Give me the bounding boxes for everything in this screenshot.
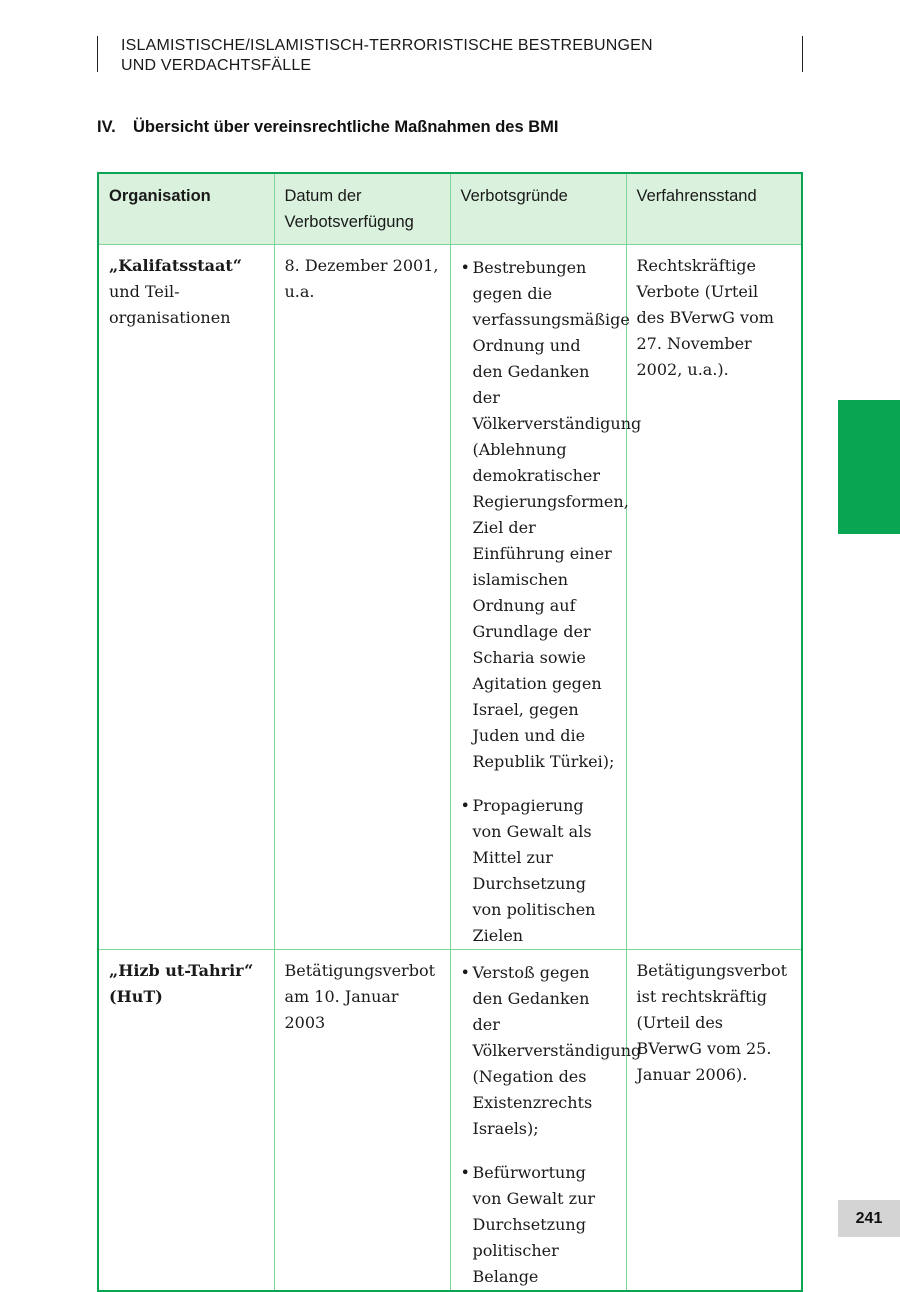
cell-reasons	[450, 949, 642, 1291]
cell-status: Betätigungsverbot ist rechtskräftig (Urteil des BVerwG vom 25. Januar 2006).	[626, 949, 802, 1291]
cell-reasons	[450, 244, 642, 949]
reason-item: • Bestrebungen gegen die verfassungsmäßige Ordnung und den Gedanken der Völkerverständigung (Ablehnung demokratischer Regierungsformen, Ziel der Einführung einer islamischen Ordnung auf Grundlage der Scharia sowie Agitation gegen Israel, gegen Juden und die Republik Türkei);	[461, 255, 616, 775]
cell-organisation	[98, 244, 274, 949]
section-number: IV.	[97, 118, 116, 136]
reasons-list	[461, 255, 642, 949]
reason-item: • Verstoß gegen den Gedanken der Völkerverständigung (Negation des Existenzrechts Israels);	[461, 960, 616, 1142]
reason-item: • Befürwortung von Gewalt zur Durchsetzung politischer Belange	[461, 1160, 616, 1290]
running-header-line-1: ISLAMISTISCHE/ISLAMISTISCH-TERRORISTISCHE BESTREBUNGEN	[121, 37, 653, 54]
measures-table	[97, 172, 803, 1292]
running-header	[97, 36, 803, 72]
running-header-line-2: UND VERDACHTSFÄLLE	[121, 57, 312, 74]
table-row	[98, 949, 802, 1291]
chapter-tab-marker	[838, 400, 900, 534]
cell-organisation	[98, 949, 274, 1291]
page-number: 241	[838, 1200, 900, 1237]
cell-date: Betätigungsverbot am 10. Januar 2003	[274, 949, 450, 1291]
cell-date: 8. Dezember 2001, u.a.	[274, 244, 450, 949]
organisation-name: „Hizb ut-Tahrir“ (HuT)	[109, 960, 254, 1006]
reason-item: • Propagierung von Gewalt als Mittel zur Durchsetzung von politischen Zielen	[461, 793, 616, 949]
organisation-name: „Kalifatsstaat“	[109, 255, 243, 275]
section-heading	[97, 118, 558, 137]
cell-status: Rechtskräftige Verbote (Urteil des BVerwG vom 27. November 2002, u.a.).	[626, 244, 802, 949]
column-header-verfahrensstand: Verfahrensstand	[626, 173, 802, 244]
table-header-row	[98, 173, 802, 244]
column-header-verbotsgruende: Verbotsgründe	[450, 173, 626, 244]
organisation-suffix: und Teil-organisationen	[109, 281, 231, 327]
column-header-datum: Datum der Verbotsverfügung	[274, 173, 450, 244]
table-row	[98, 244, 802, 949]
section-title: Übersicht über vereinsrechtliche Maßnahmen des BMI	[133, 118, 559, 136]
reasons-list	[461, 960, 642, 1290]
column-header-organisation: Organisation	[98, 173, 274, 244]
